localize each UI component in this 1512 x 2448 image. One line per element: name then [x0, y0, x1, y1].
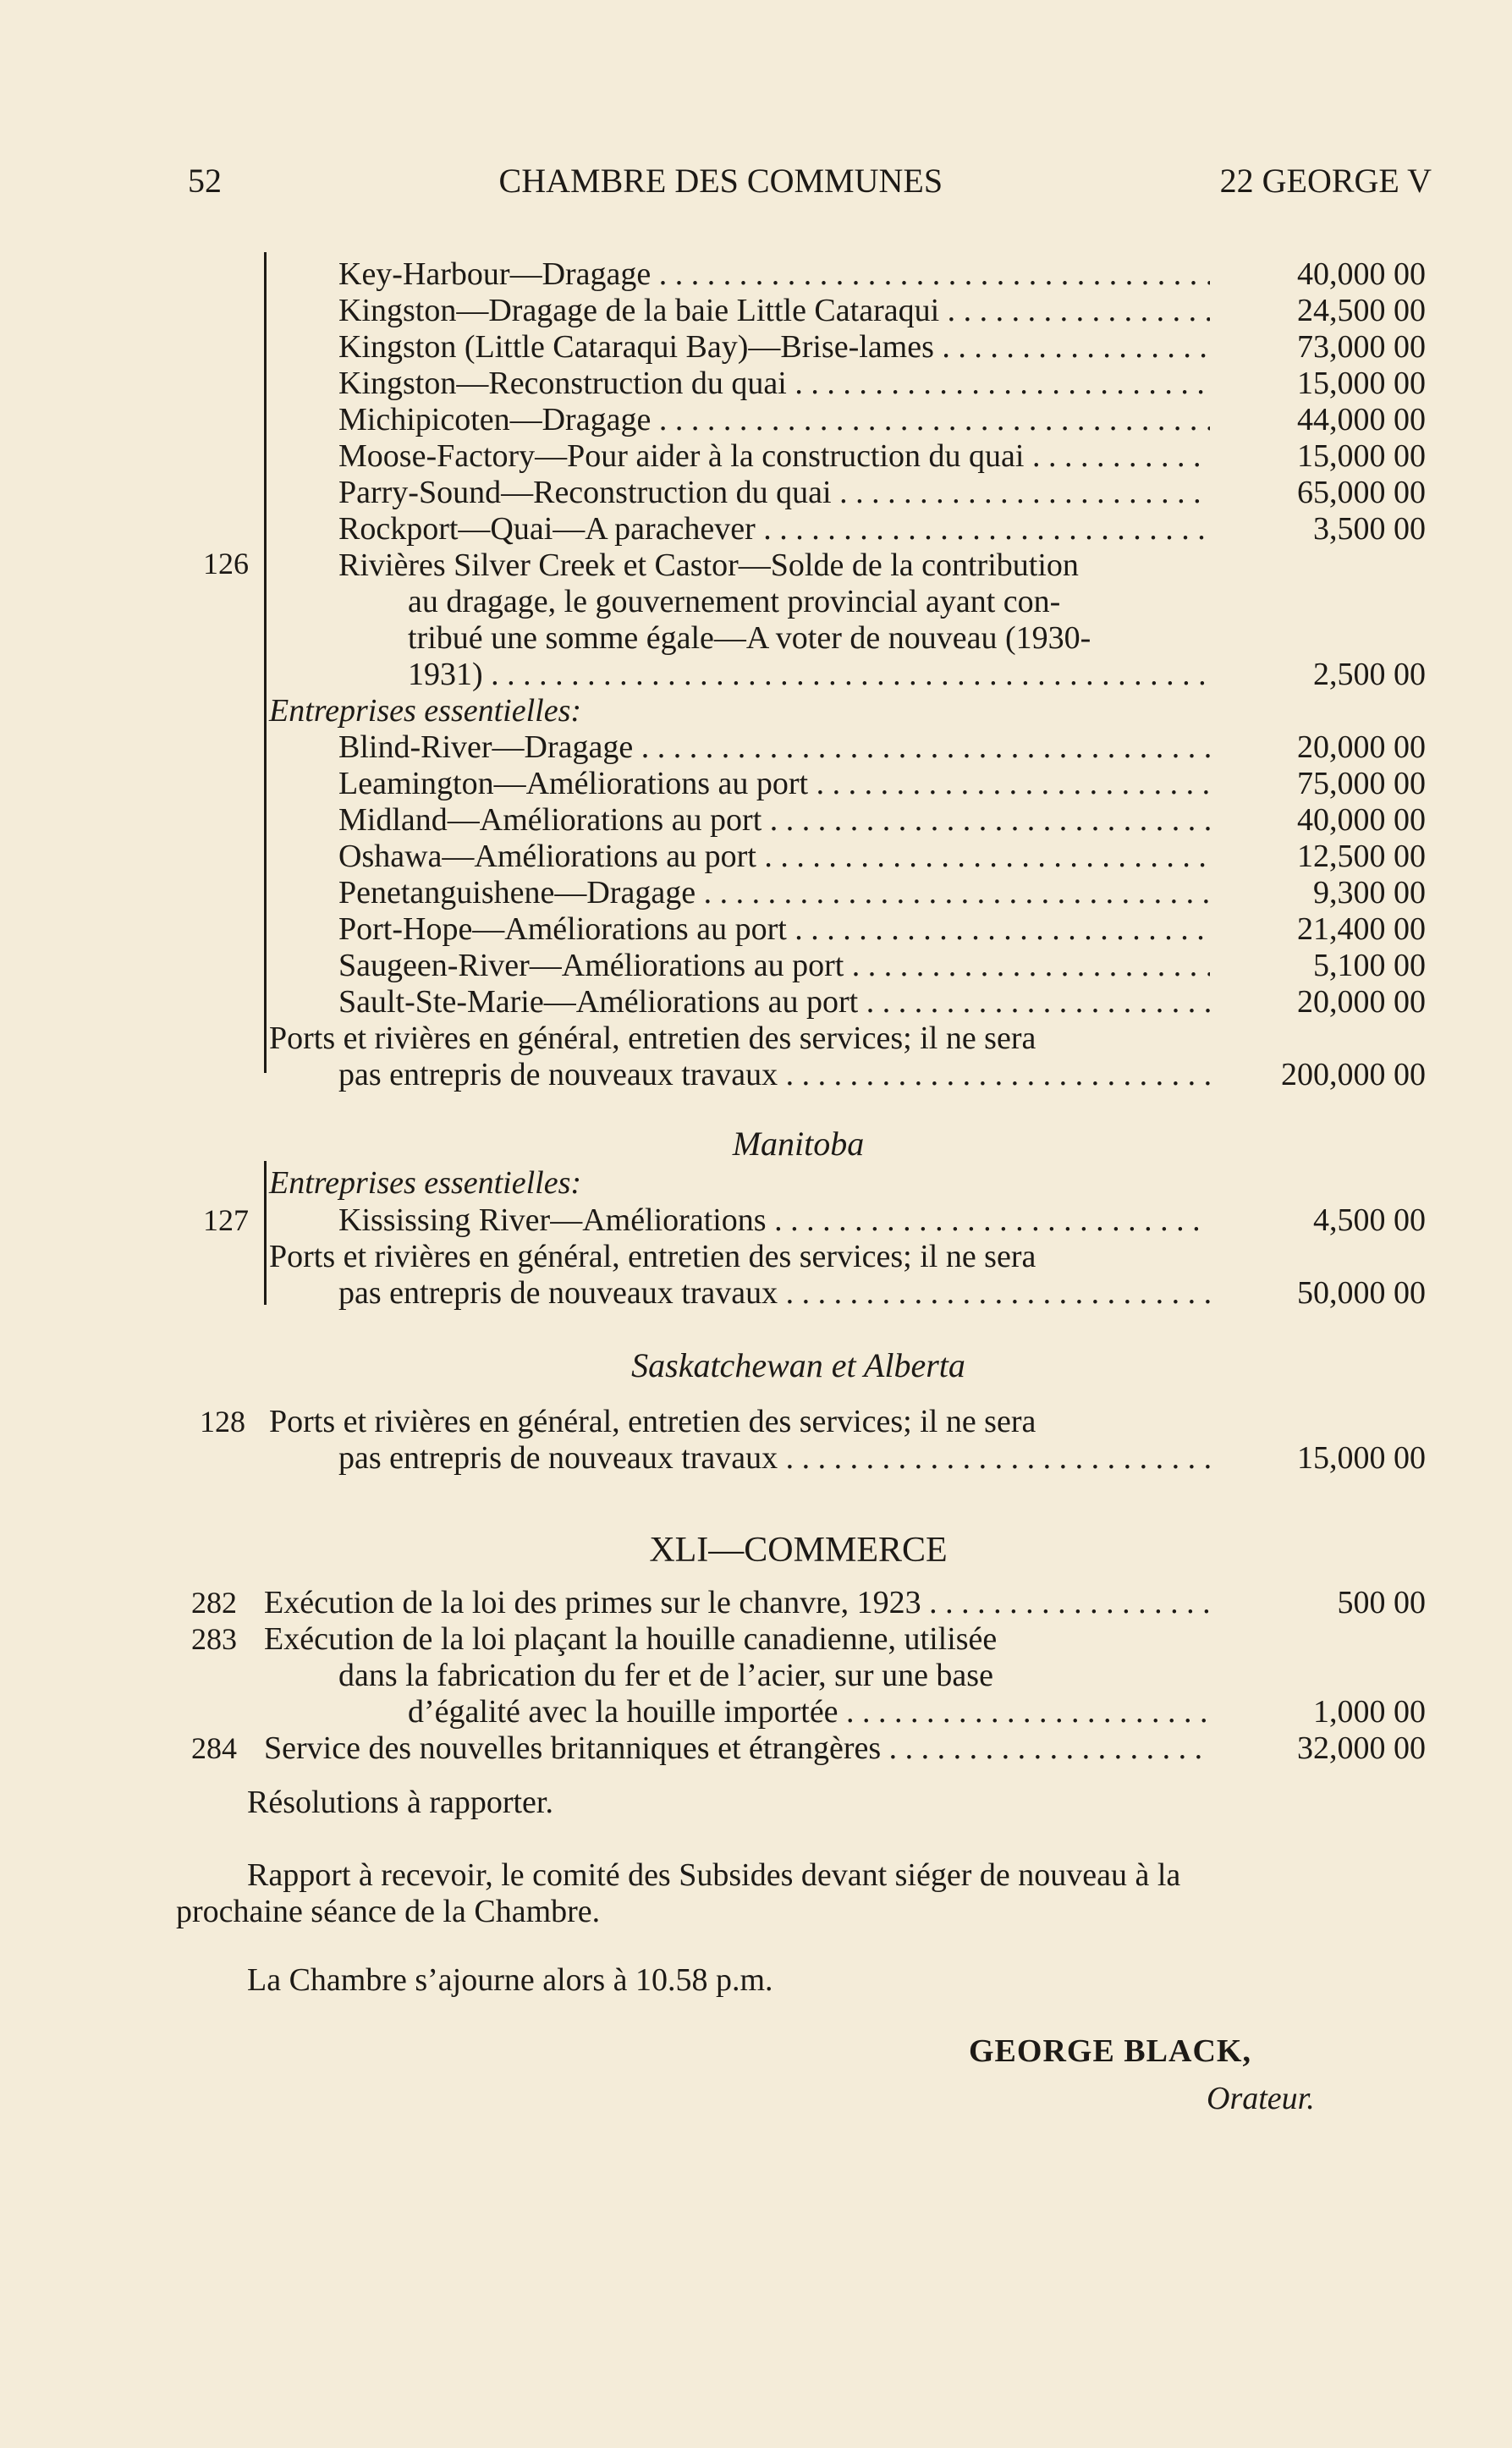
entry-amount: 15,000 00 [1297, 1440, 1426, 1476]
bracket-127 [264, 1161, 267, 1305]
entry-amount: 2,500 00 [1313, 657, 1426, 692]
entry-line: Key-Harbour—Dragage . . . [338, 256, 1210, 293]
entry-amount: 32,000 00 [1297, 1730, 1426, 1766]
entry-line: Blind-River—Dragage . . . [338, 729, 1210, 766]
entry-line: Sault-Ste-Marie—Améliorations au port . . . [338, 983, 1210, 1020]
entry-line-ports-cont: pas entrepris de nouveaux travaux . . . [338, 1056, 1210, 1093]
item-number-284: 284 [191, 1731, 237, 1765]
entry-amount: 44,000 00 [1297, 402, 1426, 437]
resolutions-text: Résolutions à rapporter. [247, 1785, 553, 1820]
entry-line: Kingston—Reconstruction du quai . . . [338, 365, 1210, 402]
entry-line: Service des nouvelles britanniques et étrangères . . . [264, 1730, 1210, 1767]
item-number-282: 282 [191, 1586, 237, 1620]
entry-line: Kingston—Dragage de la baie Little Cataraqui . . . [338, 292, 1210, 329]
entry-amount: 3,500 00 [1313, 511, 1426, 547]
entry-amount: 9,300 00 [1313, 875, 1426, 910]
session-label: 22 GEORGE V [1219, 162, 1432, 200]
entry-amount: 1,000 00 [1313, 1694, 1426, 1730]
signature-title: Orateur. [1207, 2081, 1315, 2116]
entry-line: Moose-Factory—Pour aider à la construction du quai . . . [338, 437, 1210, 475]
section-heading-manitoba: Manitoba [732, 1125, 865, 1163]
section-heading-sask: Saskatchewan et Alberta [631, 1346, 965, 1384]
entry-line: Parry-Sound—Reconstruction du quai . . . [338, 474, 1210, 511]
entry-line: Oshawa—Améliorations au port . . . [338, 838, 1210, 875]
section-label-essentielles-manitoba: Entreprises essentielles: [269, 1165, 582, 1201]
ajournement-text: La Chambre s’ajourne alors à 10.58 p.m. [247, 1962, 773, 1998]
signature-name: GEORGE BLACK, [969, 2033, 1251, 2069]
entry-line-cont: d’égalité avec la houille importée . . . [408, 1693, 1210, 1730]
entry-line-rivieres-cont: au dragage, le gouvernement provincial ayant con- [408, 584, 1061, 619]
entry-line-ports-cont: pas entrepris de nouveaux travaux . . . [338, 1274, 1210, 1312]
entry-line: Penetanguishene—Dragage . . . [338, 874, 1210, 911]
entry-amount: 12,500 00 [1297, 839, 1426, 874]
entry-amount: 5,100 00 [1313, 948, 1426, 983]
entry-line: Exécution de la loi des primes sur le chanvre, 1923 . . . [264, 1584, 1210, 1621]
item-number-127: 127 [203, 1203, 249, 1237]
entry-amount: 15,000 00 [1297, 366, 1426, 401]
entry-amount: 20,000 00 [1297, 729, 1426, 765]
entry-line-ports: Ports et rivières en général, entretien des services; il ne sera [269, 1020, 1036, 1056]
entry-line: Rockport—Quai—A parachever . . . [338, 510, 1210, 547]
entry-line-rivieres: Rivières Silver Creek et Castor—Solde de la contribution [338, 547, 1079, 583]
entry-amount: 50,000 00 [1297, 1275, 1426, 1311]
entry-line-cont: dans la fabrication du fer et de l’acier, sur une base [338, 1658, 993, 1693]
entry-amount: 40,000 00 [1297, 802, 1426, 838]
entry-amount: 500 00 [1337, 1585, 1426, 1620]
item-number-126: 126 [203, 547, 249, 580]
entry-line: Exécution de la loi plaçant la houille canadienne, utilisée [264, 1621, 998, 1657]
entry-amount: 15,000 00 [1297, 438, 1426, 474]
entry-line: Michipicoten—Dragage . . . [338, 401, 1210, 438]
entry-line-ports: Ports et rivières en général, entretien des services; il ne sera [269, 1404, 1036, 1439]
entry-amount: 73,000 00 [1297, 329, 1426, 365]
entry-amount: 200,000 00 [1281, 1057, 1426, 1092]
page-title: CHAMBRE DES COMMUNES [498, 162, 943, 200]
entry-line: Kississing River—Améliorations . . . [338, 1202, 1210, 1239]
entry-line: Leamington—Améliorations au port . . . [338, 765, 1210, 802]
page-number: 52 [188, 162, 222, 200]
entry-line: Kingston (Little Cataraqui Bay)—Brise-lames . . . [338, 328, 1210, 366]
entry-line: Saugeen-River—Améliorations au port . . . [338, 947, 1210, 984]
entry-amount: 24,500 00 [1297, 293, 1426, 328]
entry-line: Port-Hope—Améliorations au port . . . [338, 910, 1210, 948]
entry-amount: 40,000 00 [1297, 256, 1426, 292]
entry-line-ports: Ports et rivières en général, entretien des services; il ne sera [269, 1239, 1036, 1274]
entry-amount: 4,500 00 [1313, 1202, 1426, 1238]
bracket-126 [264, 252, 267, 1073]
entry-line-rivieres-cont: tribué une somme égale—A voter de nouveau (1930- [408, 620, 1091, 656]
page-header [188, 161, 1432, 201]
entry-amount: 21,400 00 [1297, 911, 1426, 947]
entry-line-ports-cont: pas entrepris de nouveaux travaux . . . [338, 1439, 1210, 1477]
rapport-text-line2: prochaine séance de la Chambre. [176, 1894, 601, 1929]
item-number-283: 283 [191, 1622, 237, 1656]
entry-line: Midland—Améliorations au port . . . [338, 801, 1210, 839]
entry-amount: 75,000 00 [1297, 766, 1426, 801]
entry-line-rivieres-cont: 1931) . . . [408, 656, 1210, 693]
rapport-text-line1: Rapport à recevoir, le comité des Subsides devant siéger de nouveau à la [247, 1857, 1181, 1893]
section-heading-commerce: XLI—COMMERCE [649, 1531, 948, 1570]
entry-amount: 65,000 00 [1297, 475, 1426, 510]
item-number-128: 128 [200, 1405, 245, 1439]
entry-amount: 20,000 00 [1297, 984, 1426, 1020]
section-label-essentielles: Entreprises essentielles: [269, 693, 582, 729]
